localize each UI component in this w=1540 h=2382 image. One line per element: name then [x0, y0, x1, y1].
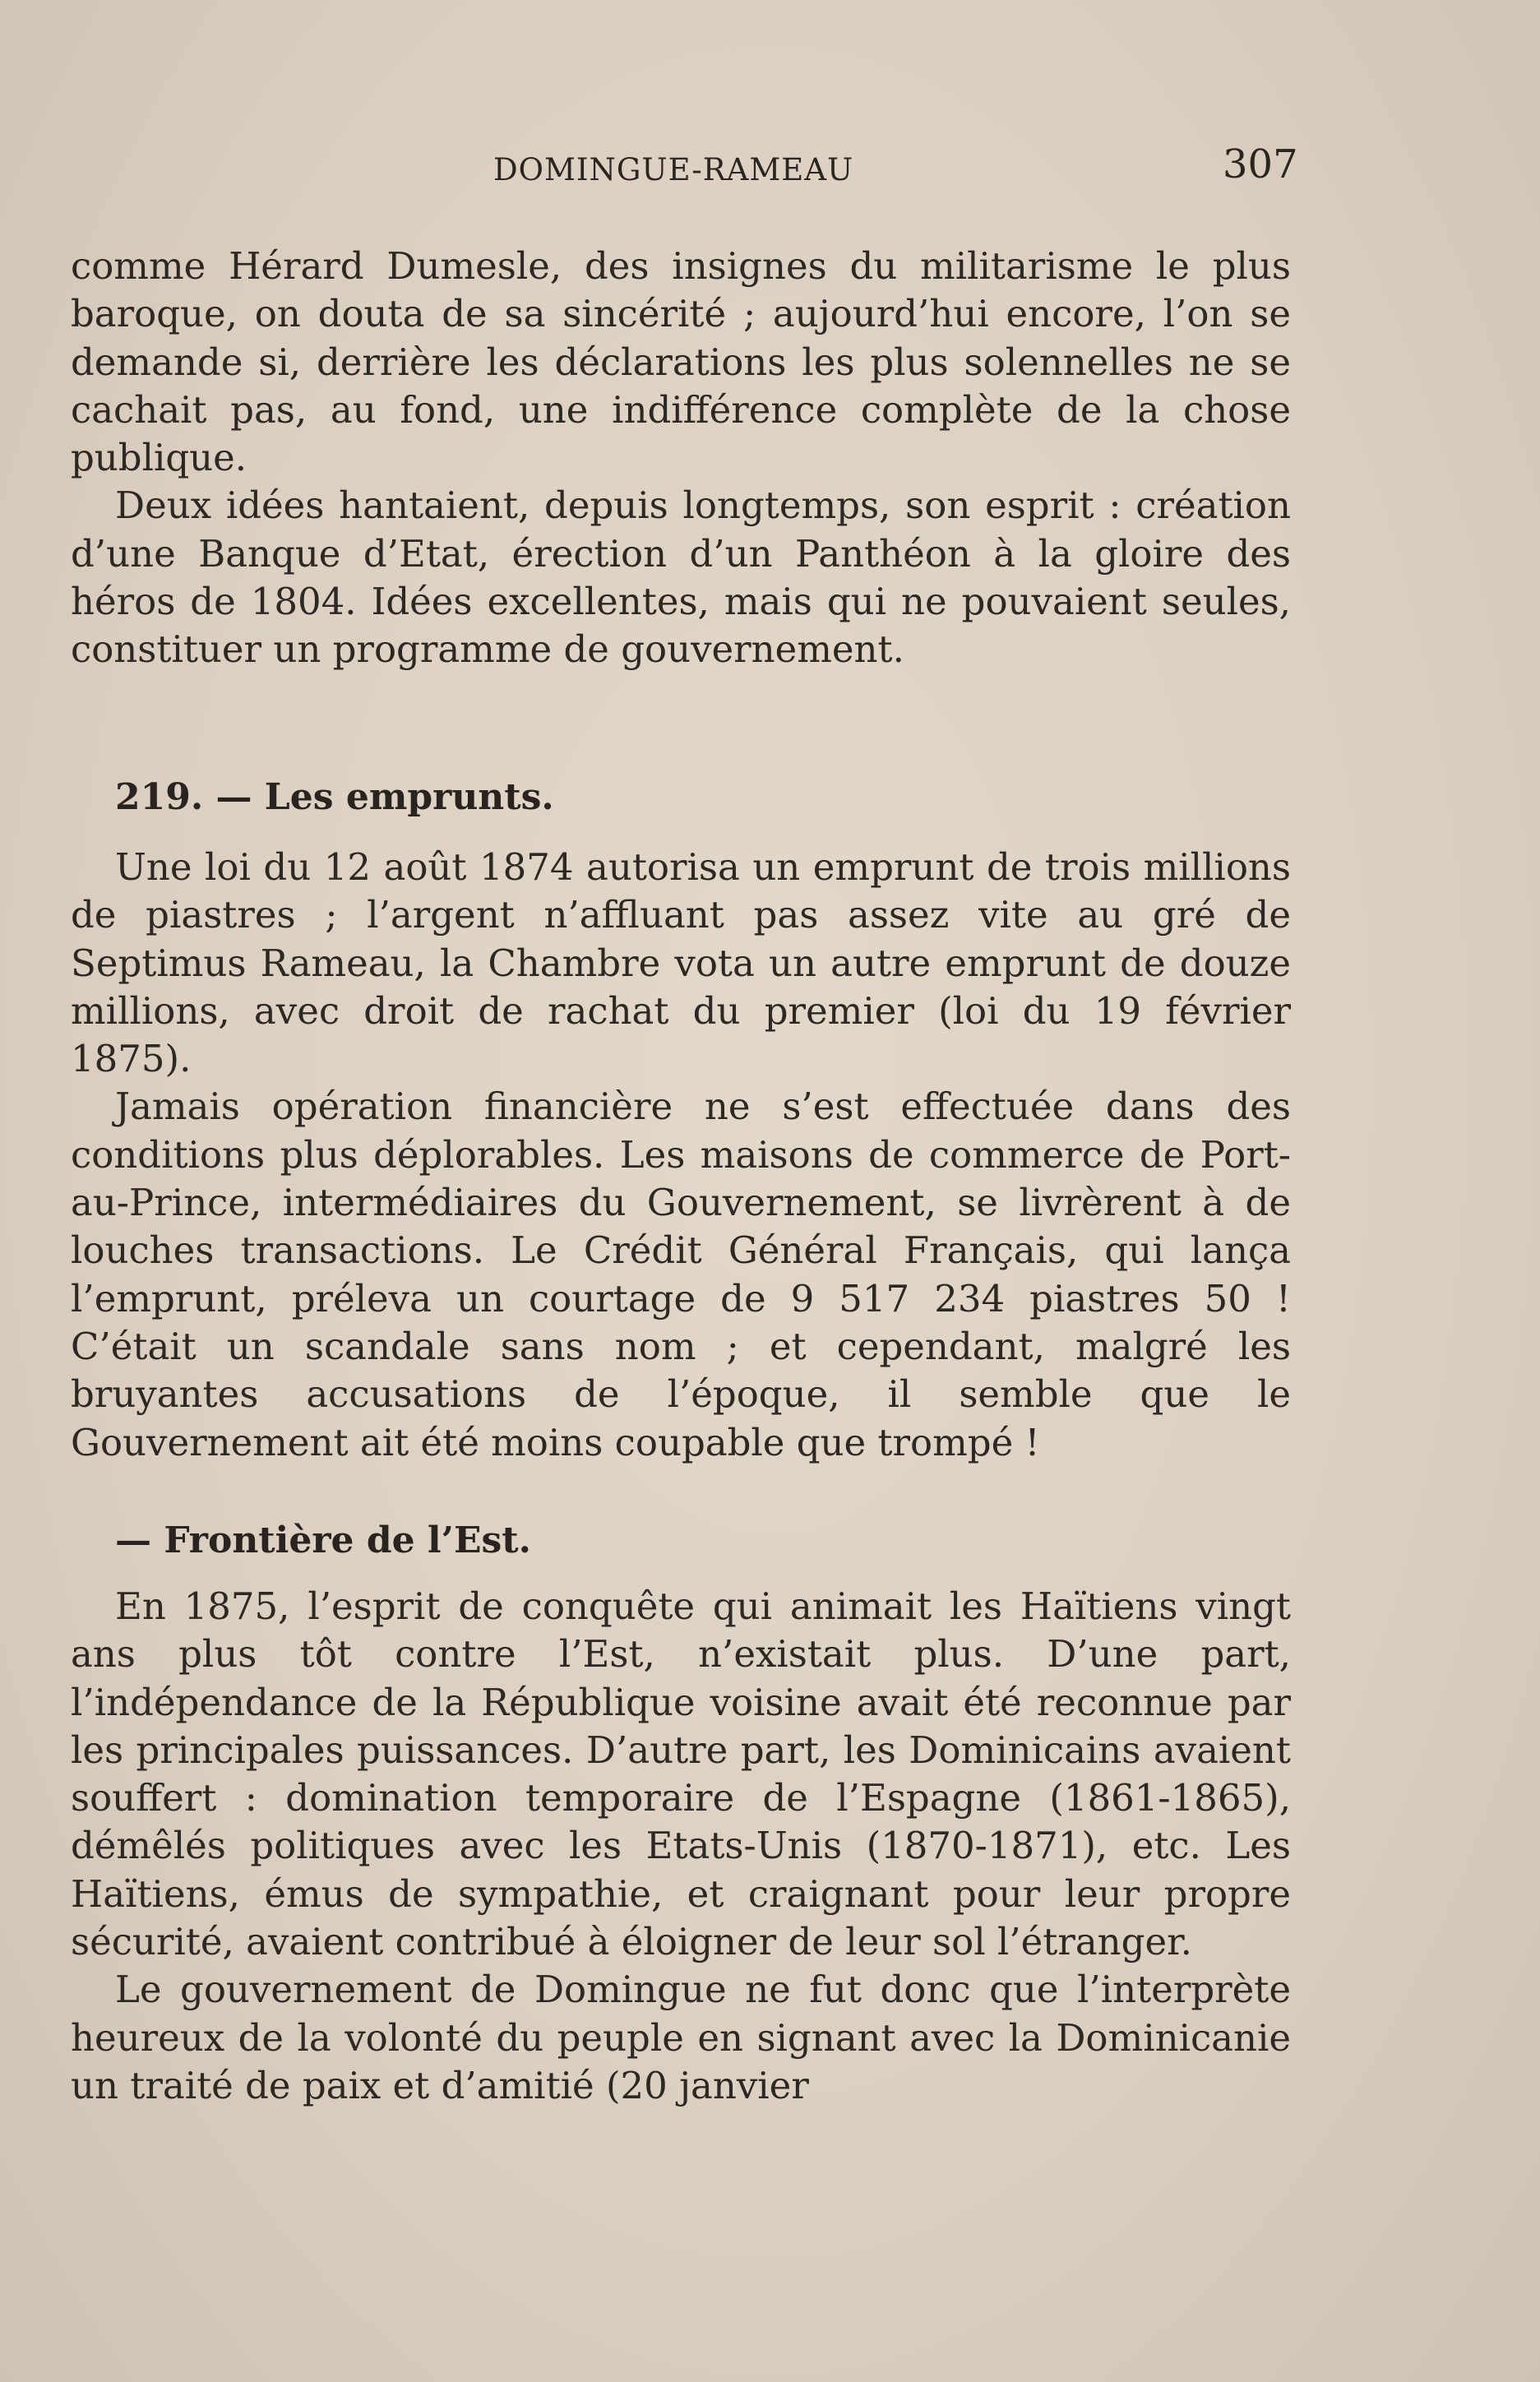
paragraph: comme Hérard Dumesle, des insignes du militarisme le plus baroque, on douta de sa sincérité ; aujourd’hui encore, l’on se demande si, derrière les déclarations les plus solennelles ne se cachait pas, au fond, une indifférence complète de la chose publique. [71, 244, 1291, 480]
emprunts-text [71, 844, 1291, 1467]
paragraph: Une loi du 12 août 1874 autorisa un emprunt de trois millions de piastres ; l’argent n’affluant pas assez vite au gré de Septimus Rameau, la Chambre vota un autre emprunt de douze millions, avec droit de rachat du premier (loi du 19 février 1875). [71, 845, 1291, 1081]
section-heading-frontiere: — Frontière de l’Est. [115, 1519, 531, 1561]
intro-text [71, 243, 1291, 674]
section-heading-emprunts: 219. — Les emprunts. [115, 776, 554, 818]
paragraph: Le gouvernement de Domingue ne fut donc que l’interprète heureux de la volonté du peuple en signant avec la Dominicanie un traité de paix et d’amitié (20 janvier [71, 1968, 1291, 2107]
paragraph: En 1875, l’esprit de conquête qui animait les Haïtiens vingt ans plus tôt contre l’Est, n’existait plus. D’une part, l’indépendance de la République voisine avait été reconnue par les principales puissances. D’autre part, les Dominicains avaient souffert : domination temporaire de l’Espagne (1861-1865), démêlés politiques avec les Etats-Unis (1870-1871), etc. Les Haïtiens, émus de sympathie, et craignant pour leur propre sécurité, avaient contribué à éloigner de leur sol l’étranger. [71, 1584, 1291, 1964]
paragraph: Deux idées hantaient, depuis longtemps, son esprit : création d’une Banque d’Etat, érection d’un Panthéon à la gloire des héros de 1804. Idées excellentes, mais qui ne pouvaient seules, constituer un programme de gouvernement. [71, 483, 1291, 672]
page-number: 307 [1223, 141, 1298, 187]
frontiere-text [71, 1583, 1291, 2110]
running-title: DOMINGUE-RAMEAU [493, 152, 854, 187]
paragraph: Jamais opération financière ne s’est effectuée dans des conditions plus déplorables. Les maisons de commerce de Port-au-Prince, intermédiaires du Gouvernement, se livrèrent à de louches transactions. Le Crédit Général Français, qui lança l’emprunt, préleva un courtage de 9 517 234 piastres 50 ! C’était un scandale sans nom ; et cependant, malgré les bruyantes accusations de l’époque, il semble que le Gouvernement ait été moins coupable que trompé ! [71, 1085, 1291, 1464]
